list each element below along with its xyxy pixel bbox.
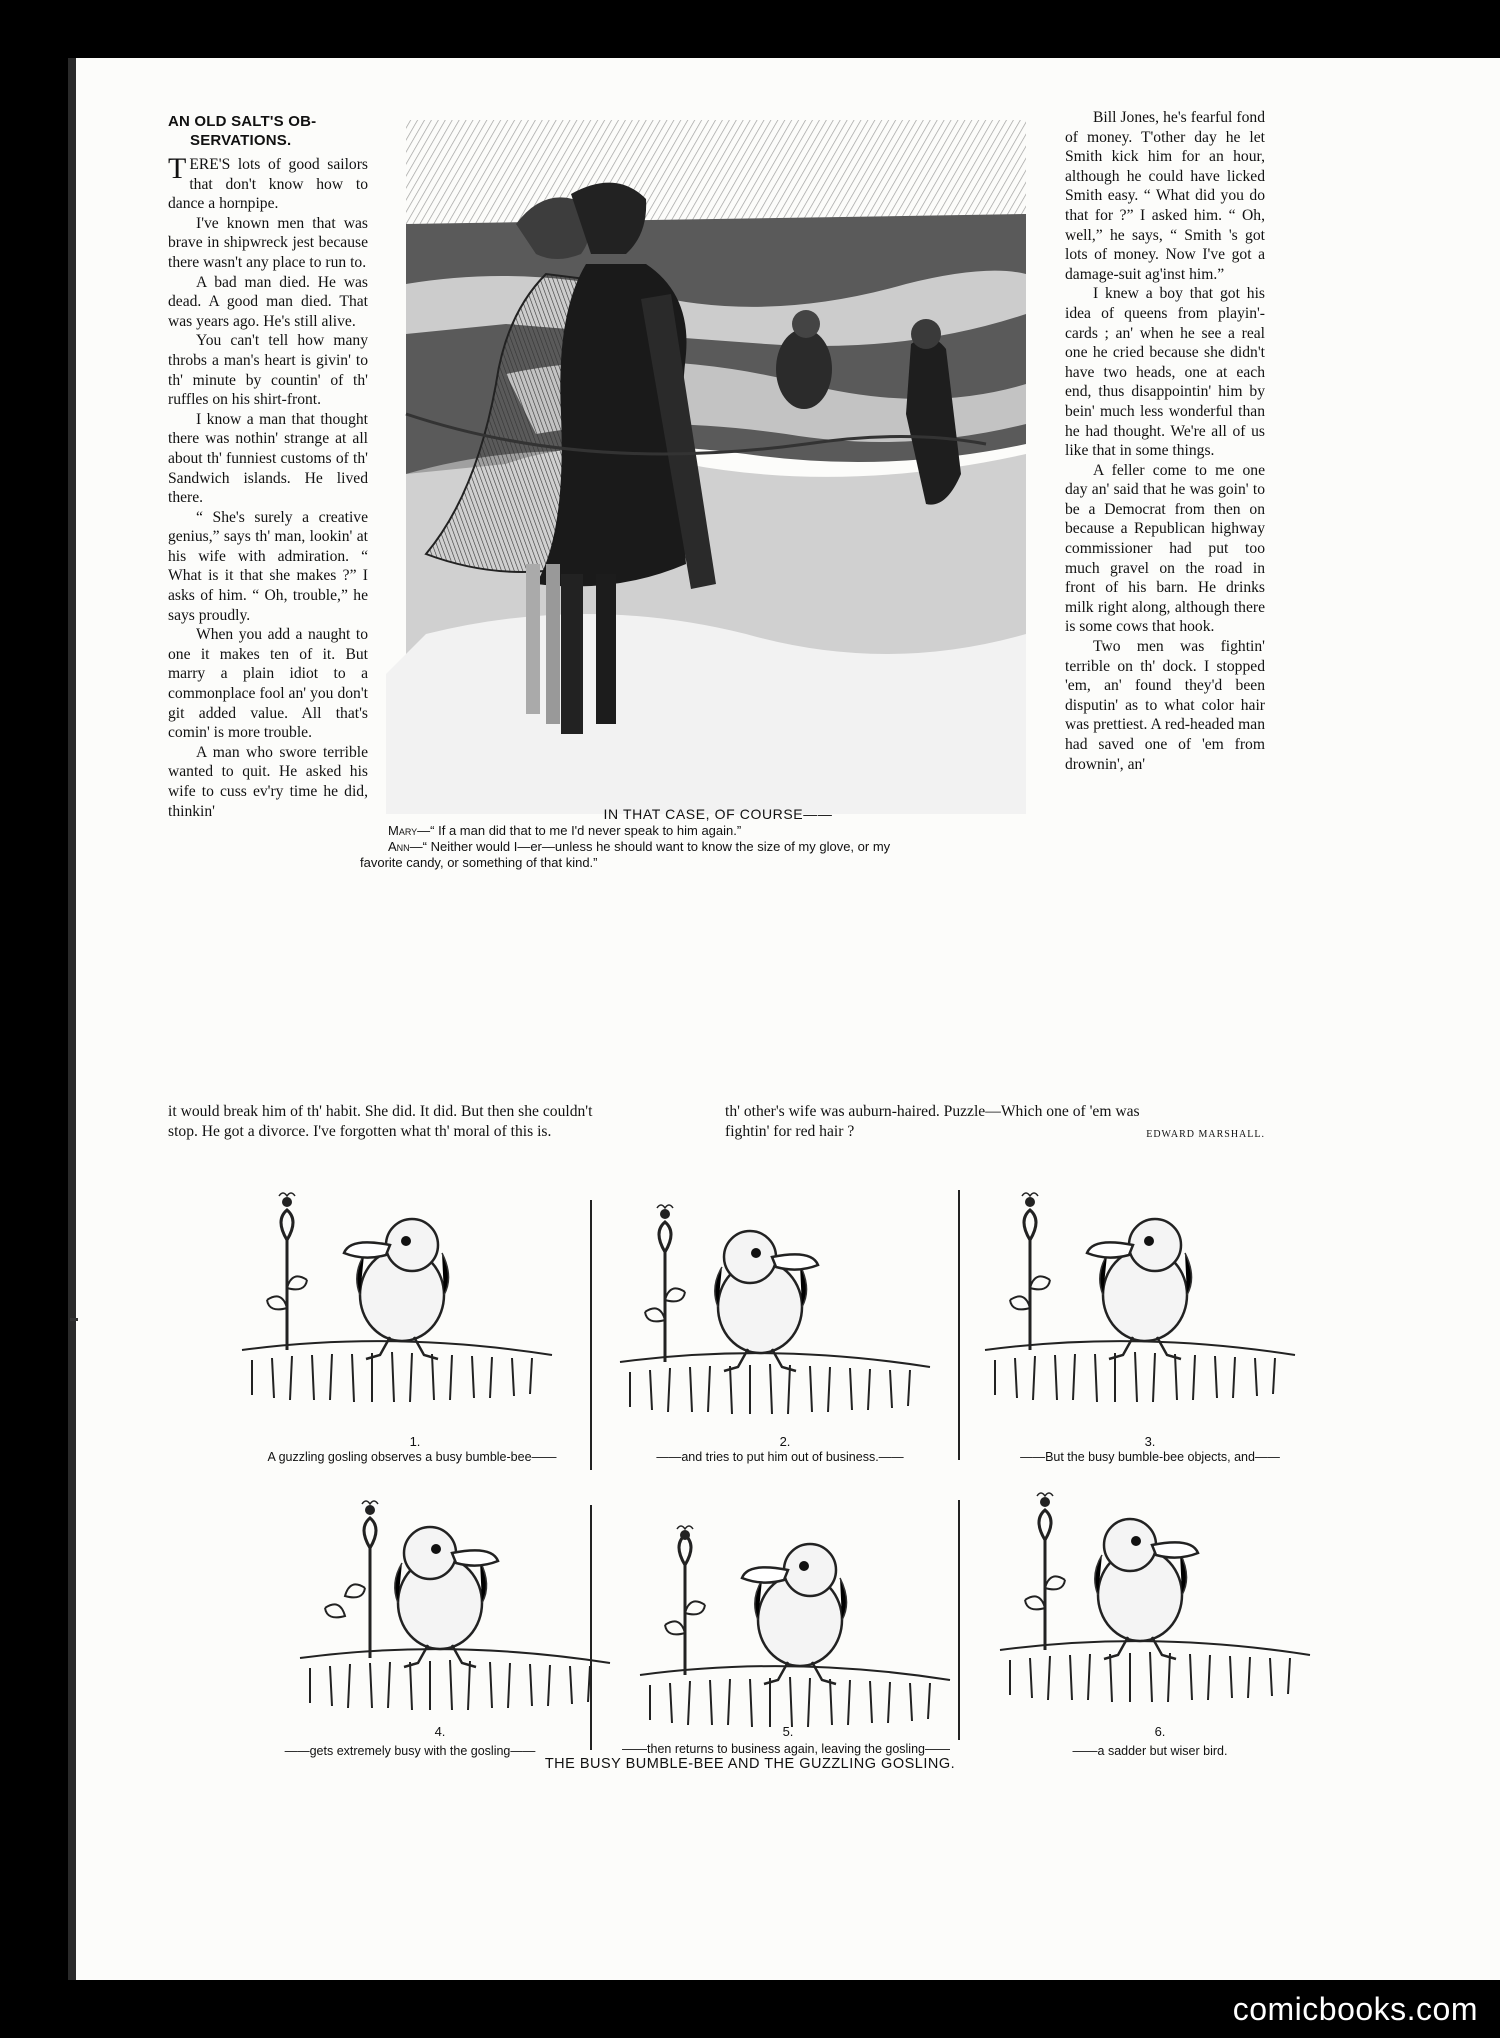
paragraph: Bill Jones, he's fearful fond of money. T'other day he let Smith kick him for an hour, although he could have licked Smith easy. “ What did you do that for ?” I asked him. “ Oh, well,” he says, “ Smith 's got lots of money. Now I've got a damage-suit ag'inst him.”	[1065, 109, 1265, 283]
beach-scene-drawing	[386, 114, 1049, 814]
paragraph: A man who swore terrible wanted to quit. He asked his wife to cuss ev'ry time he did, thinkin'	[168, 743, 368, 820]
paragraph: A bad man died. He was dead. A good man died. That was years ago. He's still alive.	[168, 273, 368, 330]
panel-caption: ——a sadder but wiser bird.	[1072, 1744, 1228, 1758]
page-spine	[68, 58, 76, 1980]
comic-title: THE BUSY BUMBLE-BEE AND THE GUZZLING GOSLING.	[544, 1756, 956, 1772]
comic-panel-6	[990, 1480, 1320, 1712]
paragraph: I knew a boy that got his idea of queens from playin'-cards ; an' when he see a real one he cried because she didn't have two heads, one at each end, thus disappointin' him by bein' much less wonderful than he had thought. We're all of us like that in some things.	[1065, 285, 1265, 460]
comic-panel-3	[975, 1180, 1305, 1412]
panel-divider	[590, 1200, 592, 1470]
margin-tick	[70, 1318, 78, 1321]
comic-panel-4	[290, 1488, 620, 1720]
article-right-column	[1065, 108, 1265, 774]
gosling-drawing	[610, 1192, 940, 1424]
panel-number: 1.	[409, 1434, 421, 1449]
caption-line-mary: Mary—“ If a man did that to me I'd never speak to him again.”	[388, 823, 742, 838]
paragraph: “ She's surely a creative genius,” says th' man, lookin' at his wife with admiration. “ What is it that she makes ?” I asks of him. “ Oh, trouble,” he says proudly.	[168, 508, 368, 624]
panel-caption: ——then returns to business again, leaving the gosling——	[622, 1742, 950, 1756]
caption-title: IN THAT CASE, OF COURSE——	[603, 806, 833, 822]
beach-illustration	[386, 114, 1049, 814]
panel-divider	[958, 1190, 960, 1460]
paragraph: I know a man that thought there was nothin' strange at all about th' funniest customs of th' Sandwich islands. He lived there.	[168, 410, 368, 507]
byline: EDWARD MARSHALL.	[1146, 1129, 1265, 1140]
paragraph: When you add a naught to one it makes ten of it. But marry a plain idiot to a commonplace fool an' you don't git added value. All that's comin' is more trouble.	[168, 626, 368, 742]
panel-caption: ——and tries to put him out of business.——	[656, 1450, 904, 1464]
article-headline: AN OLD SALT'S OB- SERVATIONS.	[168, 113, 317, 149]
article-closing-line-1: it would break him of th' habit. She did. It did. But then she couldn't th' other's wife was auburn-haired. Puzzle—Which one of 'em was	[168, 1103, 1140, 1120]
panel-number: 6.	[1154, 1724, 1166, 1739]
paragraph: You can't tell how many throbs a man's heart is givin' to th' minute by countin' of th' ruffles on his shirt-front.	[168, 332, 368, 409]
panel-caption: ——But the busy bumble-bee objects, and——	[1020, 1450, 1280, 1464]
gosling-drawing	[975, 1180, 1305, 1412]
paragraph: I've known men that was brave in shipwreck jest because there wasn't any place to run to.	[168, 214, 368, 271]
comic-panel-1	[232, 1180, 562, 1412]
article-left-column	[168, 112, 368, 821]
panel-caption: ——gets extremely busy with the gosling——	[284, 1744, 536, 1758]
comic-panel-5	[630, 1505, 960, 1737]
article-closing-line-2: stop. He got a divorce. I've forgotten what th' moral of this is. fightin' for red hair ? EDWARD MARSHALL.	[168, 1122, 1265, 1145]
panel-caption: A guzzling gosling observes a busy bumble-bee——	[267, 1450, 557, 1464]
drop-cap: T	[168, 152, 187, 185]
paragraph: Two men was fightin' terrible on th' dock. I stopped 'em, an' found they'd been disputin' as to what color hair was prettiest. A red-headed man had saved one of 'em from drownin', an'	[1065, 638, 1265, 773]
gosling-drawing	[990, 1480, 1320, 1712]
panel-number: 4.	[434, 1724, 446, 1739]
panel-number: 5.	[782, 1724, 794, 1739]
panel-number: 3.	[1144, 1434, 1156, 1449]
illustration-caption	[360, 806, 1048, 871]
scan-border	[0, 1980, 1500, 2038]
paragraph: TERE'S lots of good sailors that don't know how to dance a hornpipe.	[168, 152, 368, 213]
paragraph: A feller come to me one day an' said that he was goin' to be a Democrat from then on because a Republican highway commissioner had put too much gravel on the road in front of his barn. He drinks milk right along, although there is some cows that hook.	[1065, 461, 1265, 636]
gosling-drawing	[290, 1488, 620, 1720]
panel-number: 2.	[779, 1434, 791, 1449]
watermark: comicbooks.com	[1232, 1991, 1478, 2027]
gosling-drawing	[630, 1505, 960, 1737]
caption-line-ann-cont: favorite candy, or something of that kind.”	[360, 855, 598, 870]
gosling-drawing	[232, 1180, 562, 1412]
comic-panel-2	[610, 1192, 940, 1424]
caption-line-ann: Ann—“ Neither would I—er—unless he should want to know the size of my glove, or my	[388, 839, 891, 854]
